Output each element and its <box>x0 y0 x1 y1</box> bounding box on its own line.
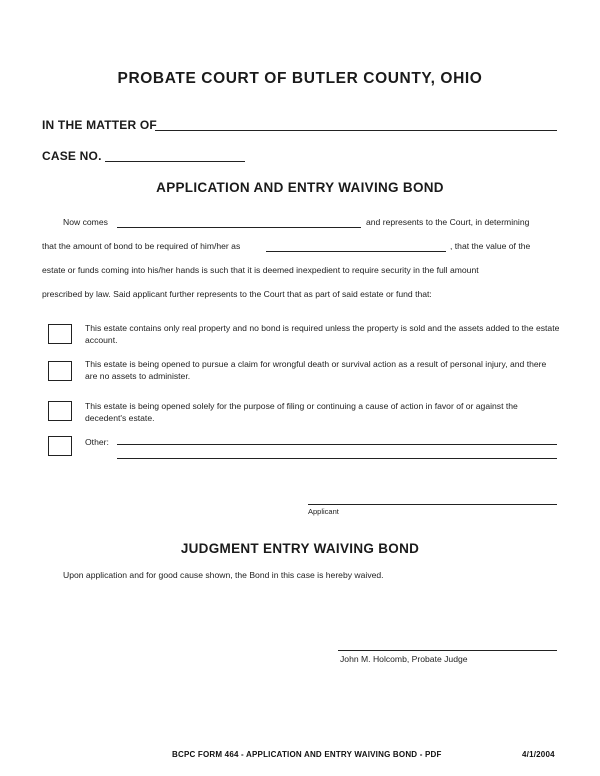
represents-text: and represents to the Court, in determining <box>366 217 530 227</box>
court-title: PROBATE COURT OF BUTLER COUNTY, OHIO <box>117 70 483 87</box>
application-title: APPLICATION AND ENTRY WAIVING BOND <box>156 180 444 195</box>
form-footer-label: BCPC FORM 464 - APPLICATION AND ENTRY WAIVING BOND - PDF <box>172 750 442 759</box>
real-property-checkbox[interactable] <box>48 324 72 344</box>
prescribed-text: prescribed by law. Said applicant further represents to the Court that as part of said estate or fund that: <box>42 289 432 299</box>
case-label: CASE NO. <box>42 149 102 163</box>
case-number-field[interactable] <box>105 161 245 162</box>
judge-label: John M. Holcomb, Probate Judge <box>340 654 468 664</box>
applicant-label: Applicant <box>308 507 339 516</box>
other-field-line-1[interactable] <box>117 444 557 445</box>
judgment-title: JUDGMENT ENTRY WAIVING BOND <box>180 541 420 556</box>
form-date: 4/1/2004 <box>522 750 555 759</box>
wrongful-death-option-text: This estate is being opened to pursue a claim for wrongful death or survival action as a result of personal injury, and there are no assets to administer. <box>85 359 547 381</box>
value-text: , that the value of the <box>450 241 531 251</box>
applicant-signature-line[interactable] <box>308 504 557 505</box>
other-checkbox[interactable] <box>48 436 72 456</box>
real-property-option-text: This estate contains only real property and no bond is required unless the property is sold and the assets added to the estate account. <box>85 323 560 345</box>
matter-label: IN THE MATTER OF <box>42 118 157 132</box>
bond-text: that the amount of bond to be required of him/her as <box>42 241 241 251</box>
matter-field[interactable] <box>155 130 557 131</box>
applicant-name-field[interactable] <box>117 227 361 228</box>
judgment-text: Upon application and for good cause shown, the Bond in this case is hereby waived. <box>63 570 384 580</box>
role-field[interactable] <box>266 251 446 252</box>
cause-of-action-option-text: This estate is being opened solely for the purpose of filing or continuing a cause of action in favor of or against the decedent's estate. <box>85 401 518 423</box>
estate-text: estate or funds coming into his/her hands is such that it is deemed inexpedient to require security in the full amount <box>42 265 479 275</box>
cause-of-action-checkbox[interactable] <box>48 401 72 421</box>
now-comes-label: Now comes <box>63 217 108 227</box>
other-field-line-2[interactable] <box>117 458 557 459</box>
judge-signature-line[interactable] <box>338 650 557 651</box>
wrongful-death-checkbox[interactable] <box>48 361 72 381</box>
other-label: Other: <box>85 437 109 447</box>
